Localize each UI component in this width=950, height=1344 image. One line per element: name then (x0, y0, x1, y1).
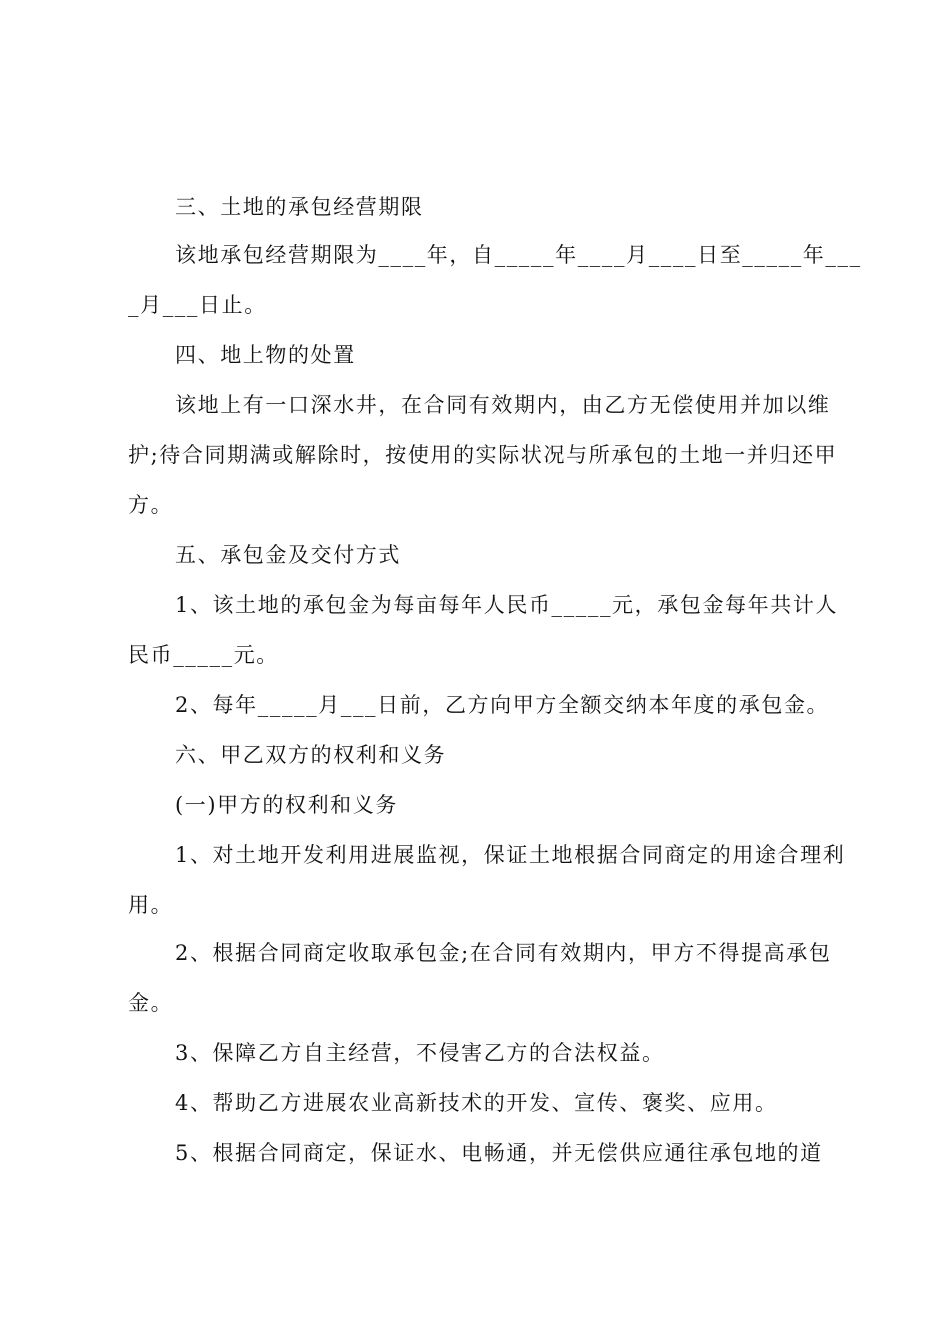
paragraph-line: 金。 (128, 991, 174, 1015)
paragraph-line: 4、帮助乙方进展农业高新技术的开发、宣传、褒奖、应用。 (175, 1091, 778, 1115)
paragraph-line: 用。 (128, 893, 174, 917)
paragraph-line: 3、保障乙方自主经营，不侵害乙方的合法权益。 (175, 1041, 665, 1065)
paragraph-line: 民币_____元。 (128, 643, 279, 667)
paragraph-line: 1、对土地开发利用进展监视，保证土地根据合同商定的用途合理利 (175, 843, 846, 867)
paragraph-line: 5、根据合同商定，保证水、电畅通，并无偿供应通往承包地的道 (175, 1141, 823, 1165)
section-heading-property: 四、地上物的处置 (175, 343, 356, 367)
section-heading-rights: 六、甲乙双方的权利和义务 (175, 743, 447, 767)
paragraph-line: 护;待合同期满或解除时，按使用的实际状况与所承包的土地一并归还甲 (128, 443, 838, 467)
paragraph-line: 该地上有一口深水井，在合同有效期内，由乙方无偿使用并加以维 (175, 393, 831, 417)
paragraph-line: 该地承包经营期限为____年，自_____年____月____日至_____年___ (175, 243, 862, 267)
section-heading-term: 三、土地的承包经营期限 (175, 195, 424, 219)
paragraph-line: 2、根据合同商定收取承包金;在合同有效期内，甲方不得提高承包 (175, 941, 832, 965)
paragraph-line: 1、该土地的承包金为每亩每年人民币_____元，承包金每年共计人 (175, 593, 839, 617)
paragraph-line: 方。 (128, 493, 174, 517)
section-heading-payment: 五、承包金及交付方式 (175, 543, 401, 567)
paragraph-line: _月___日止。 (128, 293, 267, 317)
subsection-heading: (一)甲方的权利和义务 (175, 793, 398, 817)
paragraph-line: 2、每年_____月___日前，乙方向甲方全额交纳本年度的承包金。 (175, 693, 830, 717)
